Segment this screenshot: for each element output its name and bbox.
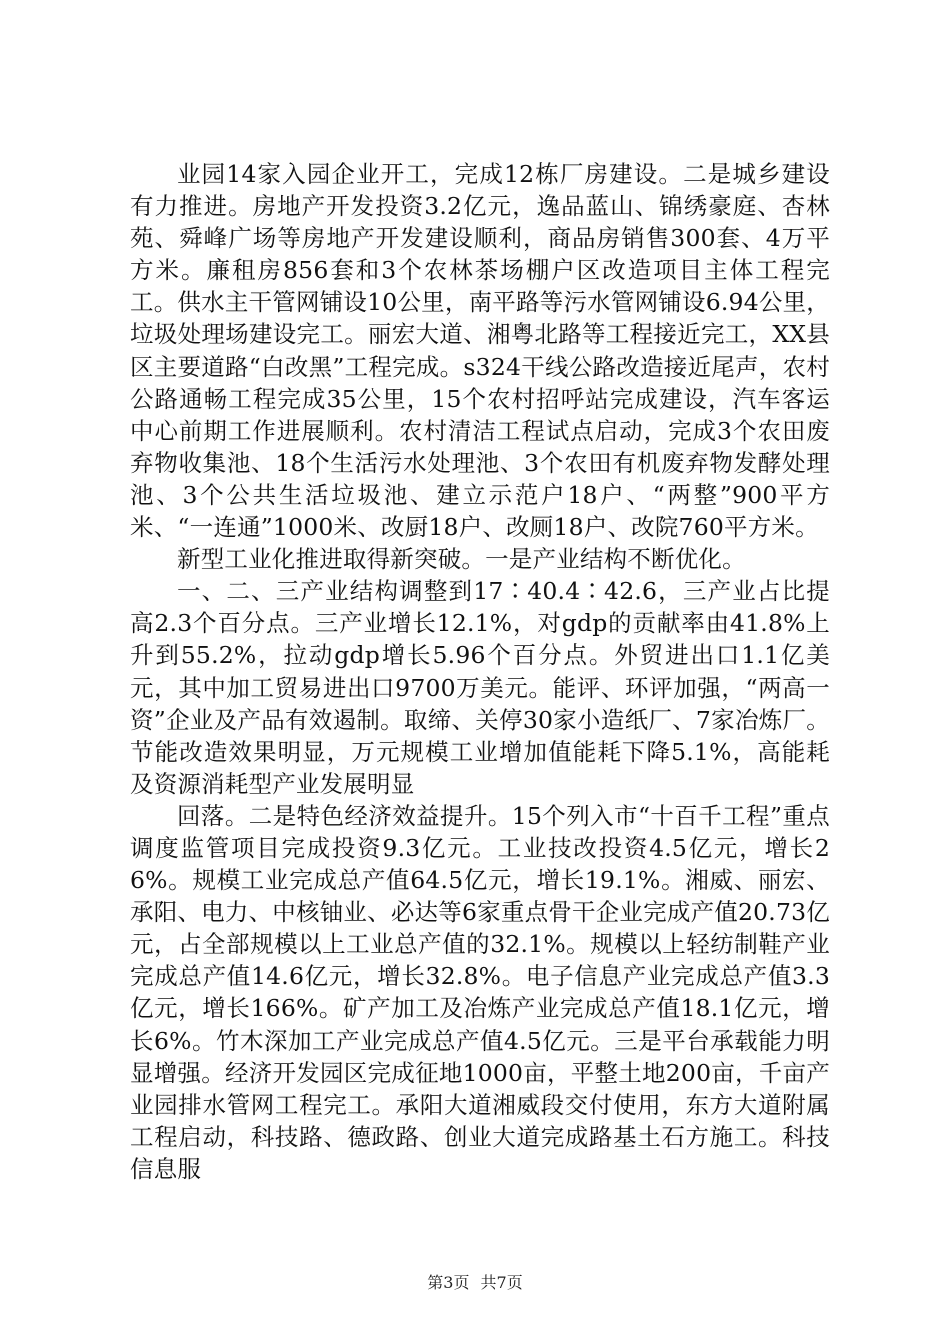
page-footer	[0, 1270, 950, 1293]
paragraph-industrial-structure: 一、二、三产业结构调整到17∶40.4∶42.6，三产业占比提高2.3个百分点。三产业增长12.1%，对gdp的贡献率由41.8%上升到55.2%，拉动gdp增长5.96个百分点。外贸进出口1.1亿美元，其中加工贸易进出口9700万美元。能评、环评加强，“两高一资”企业及产品有效遏制。取缔、关停30家小造纸厂、7家冶炼厂。节能改造效果明显，万元规模工业增加值能耗下降5.1%，高能耗及资源消耗型产业发展明显	[130, 577, 830, 798]
paragraph-urban-rural-construction: 业园14家入园企业开工，完成12栋厂房建设。二是城乡建设有力推进。房地产开发投资3.2亿元，逸品蓝山、锦绣豪庭、杏林苑、舜峰广场等房地产开发建设顺利，商品房销售300套、4万平方米。廉租房856套和3个农林茶场棚户区改造项目主体工程完工。供水主干管网铺设10公里，南平路等污水管网铺设6.94公里，垃圾处理场建设完工。丽宏大道、湘粤北路等工程接近完工，XX县区主要道路“白改黑”工程完成。s324干线公路改造接近尾声，农村公路通畅工程完成35公里，15个农村招呼站完成建设，汽车客运中心前期工作进展顺利。农村清洁工程试点启动，完成3个农田废弃物收集池、18个生活污水处理池、3个农田有机废弃物发酵处理池、3个公共生活垃圾池、建立示范户18户、“两整”900平方米、“一连通”1000米、改厨18户、改厕18户、改院760平方米。	[130, 160, 830, 542]
paragraph-industrialization-heading: 新型工业化推进取得新突破。一是产业结构不断优化。	[177, 545, 746, 574]
page-number: 第3页	[427, 1273, 470, 1292]
document-body	[130, 158, 830, 1185]
paragraph-characteristic-economy: 回落。二是特色经济效益提升。15个列入市“十百千工程”重点调度监管项目完成投资9.3亿元。工业技改投资4.5亿元，增长26%。规模工业完成总产值64.5亿元，增长19.1%。湘威、丽宏、承阳、电力、中核铀业、必达等6家重点骨干企业完成产值20.73亿元，占全部规模以上工业总产值的32.1%。规模以上轻纺制鞋产业完成总产值14.6亿元，增长32.8%。电子信息产业完成总产值3.3亿元，增长166%。矿产加工及冶炼产业完成总产值18.1亿元，增长6%。竹木深加工产业完成总产值4.5亿元。三是平台承载能力明显增强。经济开发园区完成征地1000亩，平整土地200亩，千亩产业园排水管网工程完工。承阳大道湘威段交付使用，东方大道附属工程启动，科技路、德政路、创业大道完成路基土石方施工。科技信息服	[130, 801, 830, 1183]
page-total: 共7页	[480, 1273, 523, 1292]
